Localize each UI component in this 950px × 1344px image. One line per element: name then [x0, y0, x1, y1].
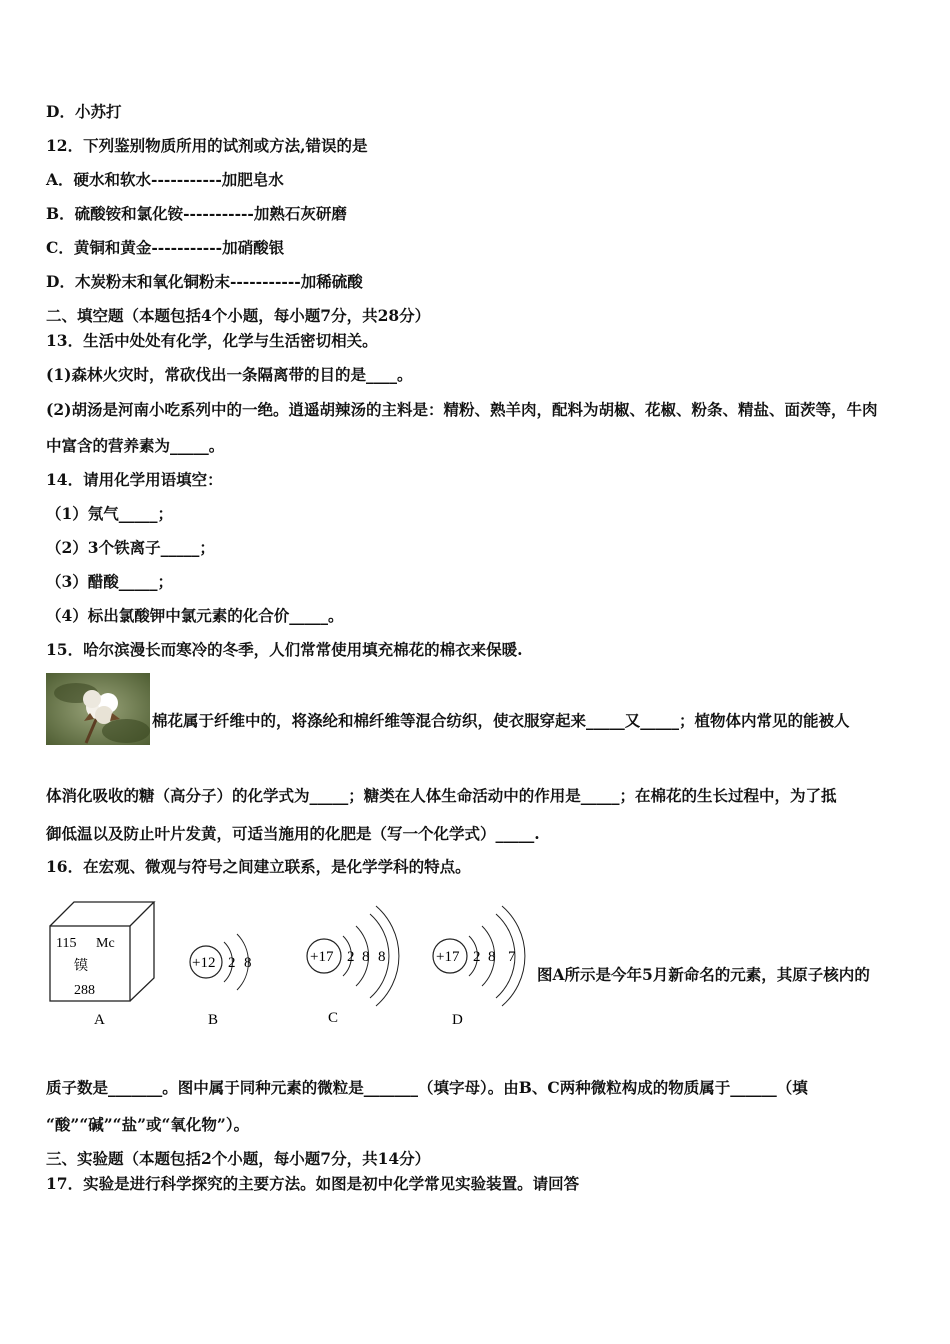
- shell-c-2: 8: [362, 949, 370, 965]
- label-a: A: [94, 1012, 105, 1028]
- line-d-baking-soda: D．小苏打: [46, 102, 122, 121]
- question-16-text-3: “酸”“碱”“盐”或“氧化物”）。: [46, 1115, 250, 1134]
- element-cell-a: [50, 902, 154, 1001]
- nucleus-b: +12: [192, 955, 216, 971]
- shell-b-1: 2: [228, 955, 236, 971]
- label-b: B: [208, 1012, 219, 1028]
- question-14-4: （4）标出氯酸钾中氯元素的化合价_____。: [46, 606, 344, 625]
- question-12: 12．下列鉴别物质所用的试剂或方法,错误的是: [46, 136, 368, 155]
- shell-b-2: 8: [244, 955, 252, 971]
- option-12-a: A．硬水和软水-----------加肥皂水: [46, 170, 284, 189]
- shell-d-2: 8: [488, 949, 496, 965]
- atom-structure-figure: [44, 896, 534, 1036]
- element-number: 115: [56, 936, 77, 951]
- question-13-2-cont: 中富含的营养素为_____。: [46, 436, 225, 455]
- question-17: 17．实验是进行科学探究的主要方法。如图是初中化学常见实验装置。请回答: [46, 1174, 580, 1193]
- particle-b: [190, 934, 252, 1028]
- option-12-b: B．硫酸铵和氯化铵-----------加熟石灰研磨: [46, 204, 347, 223]
- section-3-heading: 三、实验题（本题包括2个小题，每小题7分，共14分）: [46, 1149, 431, 1168]
- question-15-text-1: 棉花属于纤维中的，将涤纶和棉纤维等混合纺织，使衣服穿起来_____又_____；植物体内常见的能被人: [152, 711, 850, 730]
- shell-c-1: 2: [347, 949, 355, 965]
- question-16: 16．在宏观、微观与符号之间建立联系，是化学学科的特点。: [46, 857, 471, 876]
- option-12-c: C．黄铜和黄金-----------加硝酸银: [46, 238, 285, 257]
- question-15-text-2: 体消化吸收的糖（高分子）的化学式为_____；糖类在人体生命活动中的作用是_____；在棉花的生长过程中，为了抵: [46, 786, 837, 805]
- shell-d-3: 7: [508, 949, 516, 965]
- question-14-3: （3）醋酸_____；: [46, 572, 174, 591]
- question-16-text-2: 质子数是_______。图中属于同种元素的微粒是_______（填字母）。由B、C两种微粒构成的物质属于______（填: [46, 1078, 808, 1097]
- question-14-1: （1）氖气_____；: [46, 504, 174, 523]
- question-14: 14．请用化学用语填空：: [46, 470, 223, 489]
- element-symbol: Mc: [96, 936, 115, 951]
- section-2-heading: 二、填空题（本题包括4个小题，每小题7分，共28分）: [46, 306, 431, 325]
- question-14-2: （2）3个铁离子_____；: [46, 538, 215, 557]
- question-13-2: (2)胡汤是河南小吃系列中的一绝。逍遥胡辣汤的主料是：精粉、熟羊肉，配料为胡椒、花椒、粉条、精盐、面茨等，牛肉: [46, 400, 878, 419]
- question-13: 13．生活中处处有化学，化学与生活密切相关。: [46, 331, 378, 350]
- element-mass: 288: [74, 983, 95, 998]
- question-15-text-3: 御低温以及防止叶片发黄，可适当施用的化肥是（写一个化学式）_____.: [46, 824, 540, 843]
- label-d: D: [452, 1012, 463, 1028]
- shell-c-3: 8: [378, 949, 386, 965]
- element-name: 镆: [74, 959, 88, 974]
- question-16-text-1: 图A所示是今年5月新命名的元素，其原子核内的: [537, 965, 870, 984]
- particle-c: [307, 906, 399, 1026]
- cotton-photo: [46, 673, 150, 745]
- particle-d: [433, 906, 525, 1028]
- nucleus-c: +17: [310, 949, 334, 965]
- label-c: C: [328, 1010, 339, 1026]
- option-12-d: D．木炭粉末和氧化铜粉末-----------加稀硫酸: [46, 272, 363, 291]
- question-15: 15．哈尔滨漫长而寒冷的冬季，人们常常使用填充棉花的棉衣来保暖.: [46, 640, 523, 659]
- nucleus-d: +17: [436, 949, 460, 965]
- shell-d-1: 2: [473, 949, 481, 965]
- question-13-1: (1)森林火灾时，常砍伐出一条隔离带的目的是____。: [46, 365, 413, 384]
